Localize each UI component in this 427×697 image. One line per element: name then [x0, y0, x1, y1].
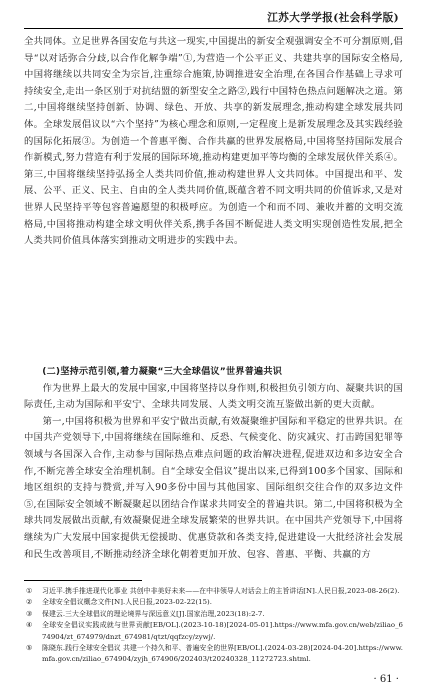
footnote-text: 陈晓东.践行全球安全倡议 共建一个持久和平、普遍安全的世界[EB/OL].(2024-03-28)[2024-04-20].https://www.mfa.gov.cn/ziliao_674904/zyjh_674906/202403/t20240328_11272723.shtml. — [42, 644, 403, 664]
footnote-number: ① — [26, 587, 33, 595]
footnote-number: ④ — [26, 621, 33, 630]
footnote-item — [24, 609, 403, 620]
footnote-text: 习近平.携手推进现代化事业 共创中非美好未来——在中非领导人对话会上的主旨讲话[N].人民日报,2023-08-26(2). — [42, 587, 400, 595]
footnotes — [24, 586, 403, 666]
footnote-rule — [24, 580, 142, 581]
footnote-number: ② — [26, 598, 33, 607]
footnote-text: 全球安全倡议概念文件[N].人民日报,2023-02-22(15). — [42, 598, 213, 607]
footnote-number: ⑤ — [26, 644, 33, 653]
footnote-item — [24, 643, 403, 666]
footnote-text: 保建云.三大全球倡议的理论境界与深远意义[J].国家治理,2023(18):2-7. — [42, 609, 265, 618]
paragraph-continuation: 全共同体。立足世界各国安危与共这一现实,中国提出的新安全观强调安全不可分割原则,倡导“以对话弥合分歧,以合作化解争端”①,为营造一个公平正义、共建共享的国际安全格局,中国将继续以共同安全为宗旨,注重综合施策,协调推进安全治理,在各国合作基础上寻求可持续安全,走出一条区别于对抗结盟的新型安全之路②,践行中国特色热点问题解决之道。第二,中国将继续坚持创新、协调、绿色、开放、共享的新发展理念,推动构建全球发展共同体。全球发展倡议以“六个坚持”为核心理念和原则,一定程度上是新发展理念及其实践经验的国际化拓展③。为创造一个普惠平衡、合作共赢的世界发展格局,中国将坚持国际发展合作新模式,努力营造有利于发展的国际环境,推动构建更加平等均衡的全球发展伙伴关系④。第三,中国将继续坚持弘扬全人类共同价值,推动构建世界人文共同体。中国提出和平、发展、公平、正义、民主、自由的全人类共同价值,既蕴含着不同文明共同的价值诉求,又是对世界人民坚持平等包容普遍愿望的积极呼应。为创造一个和而不同、兼收并蓄的文明交流格局,中国将推动构建全球文明伙伴关系,携手各国不断促进人类文明实现创造性发展,把全人类共同价值具体落实到推动文明进步的实践中去。 — [24, 36, 403, 247]
section-heading: (二)坚持示范引领,着力凝聚“三大全球倡议”世界普遍共识 — [42, 367, 283, 377]
footnote-text: 全球安全倡议实践成就与世界贡献[EB/OL].(2023-10-18)[2024-05-01].https://www.mfa.gov.cn/web/ziliao_674904/zt_674979/dnzt_674981/qtzt/qqfzcy/zywj/. — [42, 621, 403, 641]
main-text-upper — [24, 34, 403, 250]
footnote-number: ③ — [26, 609, 33, 618]
main-text-lower — [24, 364, 403, 563]
page-number: · 61 · — [373, 674, 399, 685]
footnote-item — [24, 597, 403, 608]
footnote-item — [24, 620, 403, 643]
paragraph-body: 第一,中国将积极为世界和平安宁做出贡献,有效凝聚维护国际和平稳定的世界共识。在中国共产党领导下,中国将继续在国际维和、反恐、气候变化、防灾减灾、打击跨国犯罪等领域与各国深入合作,主动参与国际热点难点问题的政治解决进程,促进双边和多边安全合作,不断完善全球安全治理机制。自“全球安全倡议”提出以来,已得到100多个国家、国际和地区组织的支持与赞赏,并写入90多份中国与其他国家、国际组织交往合作的双多边文件⑤,在国际安全领域不断凝聚起以团结合作谋求共同安全的普遍共识。第二,中国将积极为全球共同发展做出贡献,有效凝聚促进全球发展繁荣的世界共识。在中国共产党领导下,中国将继续为广大发展中国家提供无偿援助、优惠贷款和各类支持,促进建设一大批经济社会发展和民生改善项目,不断推动经济全球化朝着更加开放、包容、普惠、平衡、共赢的方 — [24, 415, 403, 560]
journal-running-header: 江苏大学学报(社会科学版) — [267, 12, 399, 24]
paragraph-intro: 作为世界上最大的发展中国家,中国将坚持以身作则,积极担负引领方向、凝聚共识的国际责任,主动为国际和平安宁、全球共同发展、人类文明交流互鉴做出新的更大贡献。 — [24, 382, 403, 411]
header-rule — [24, 28, 403, 29]
footnote-item — [24, 586, 403, 597]
